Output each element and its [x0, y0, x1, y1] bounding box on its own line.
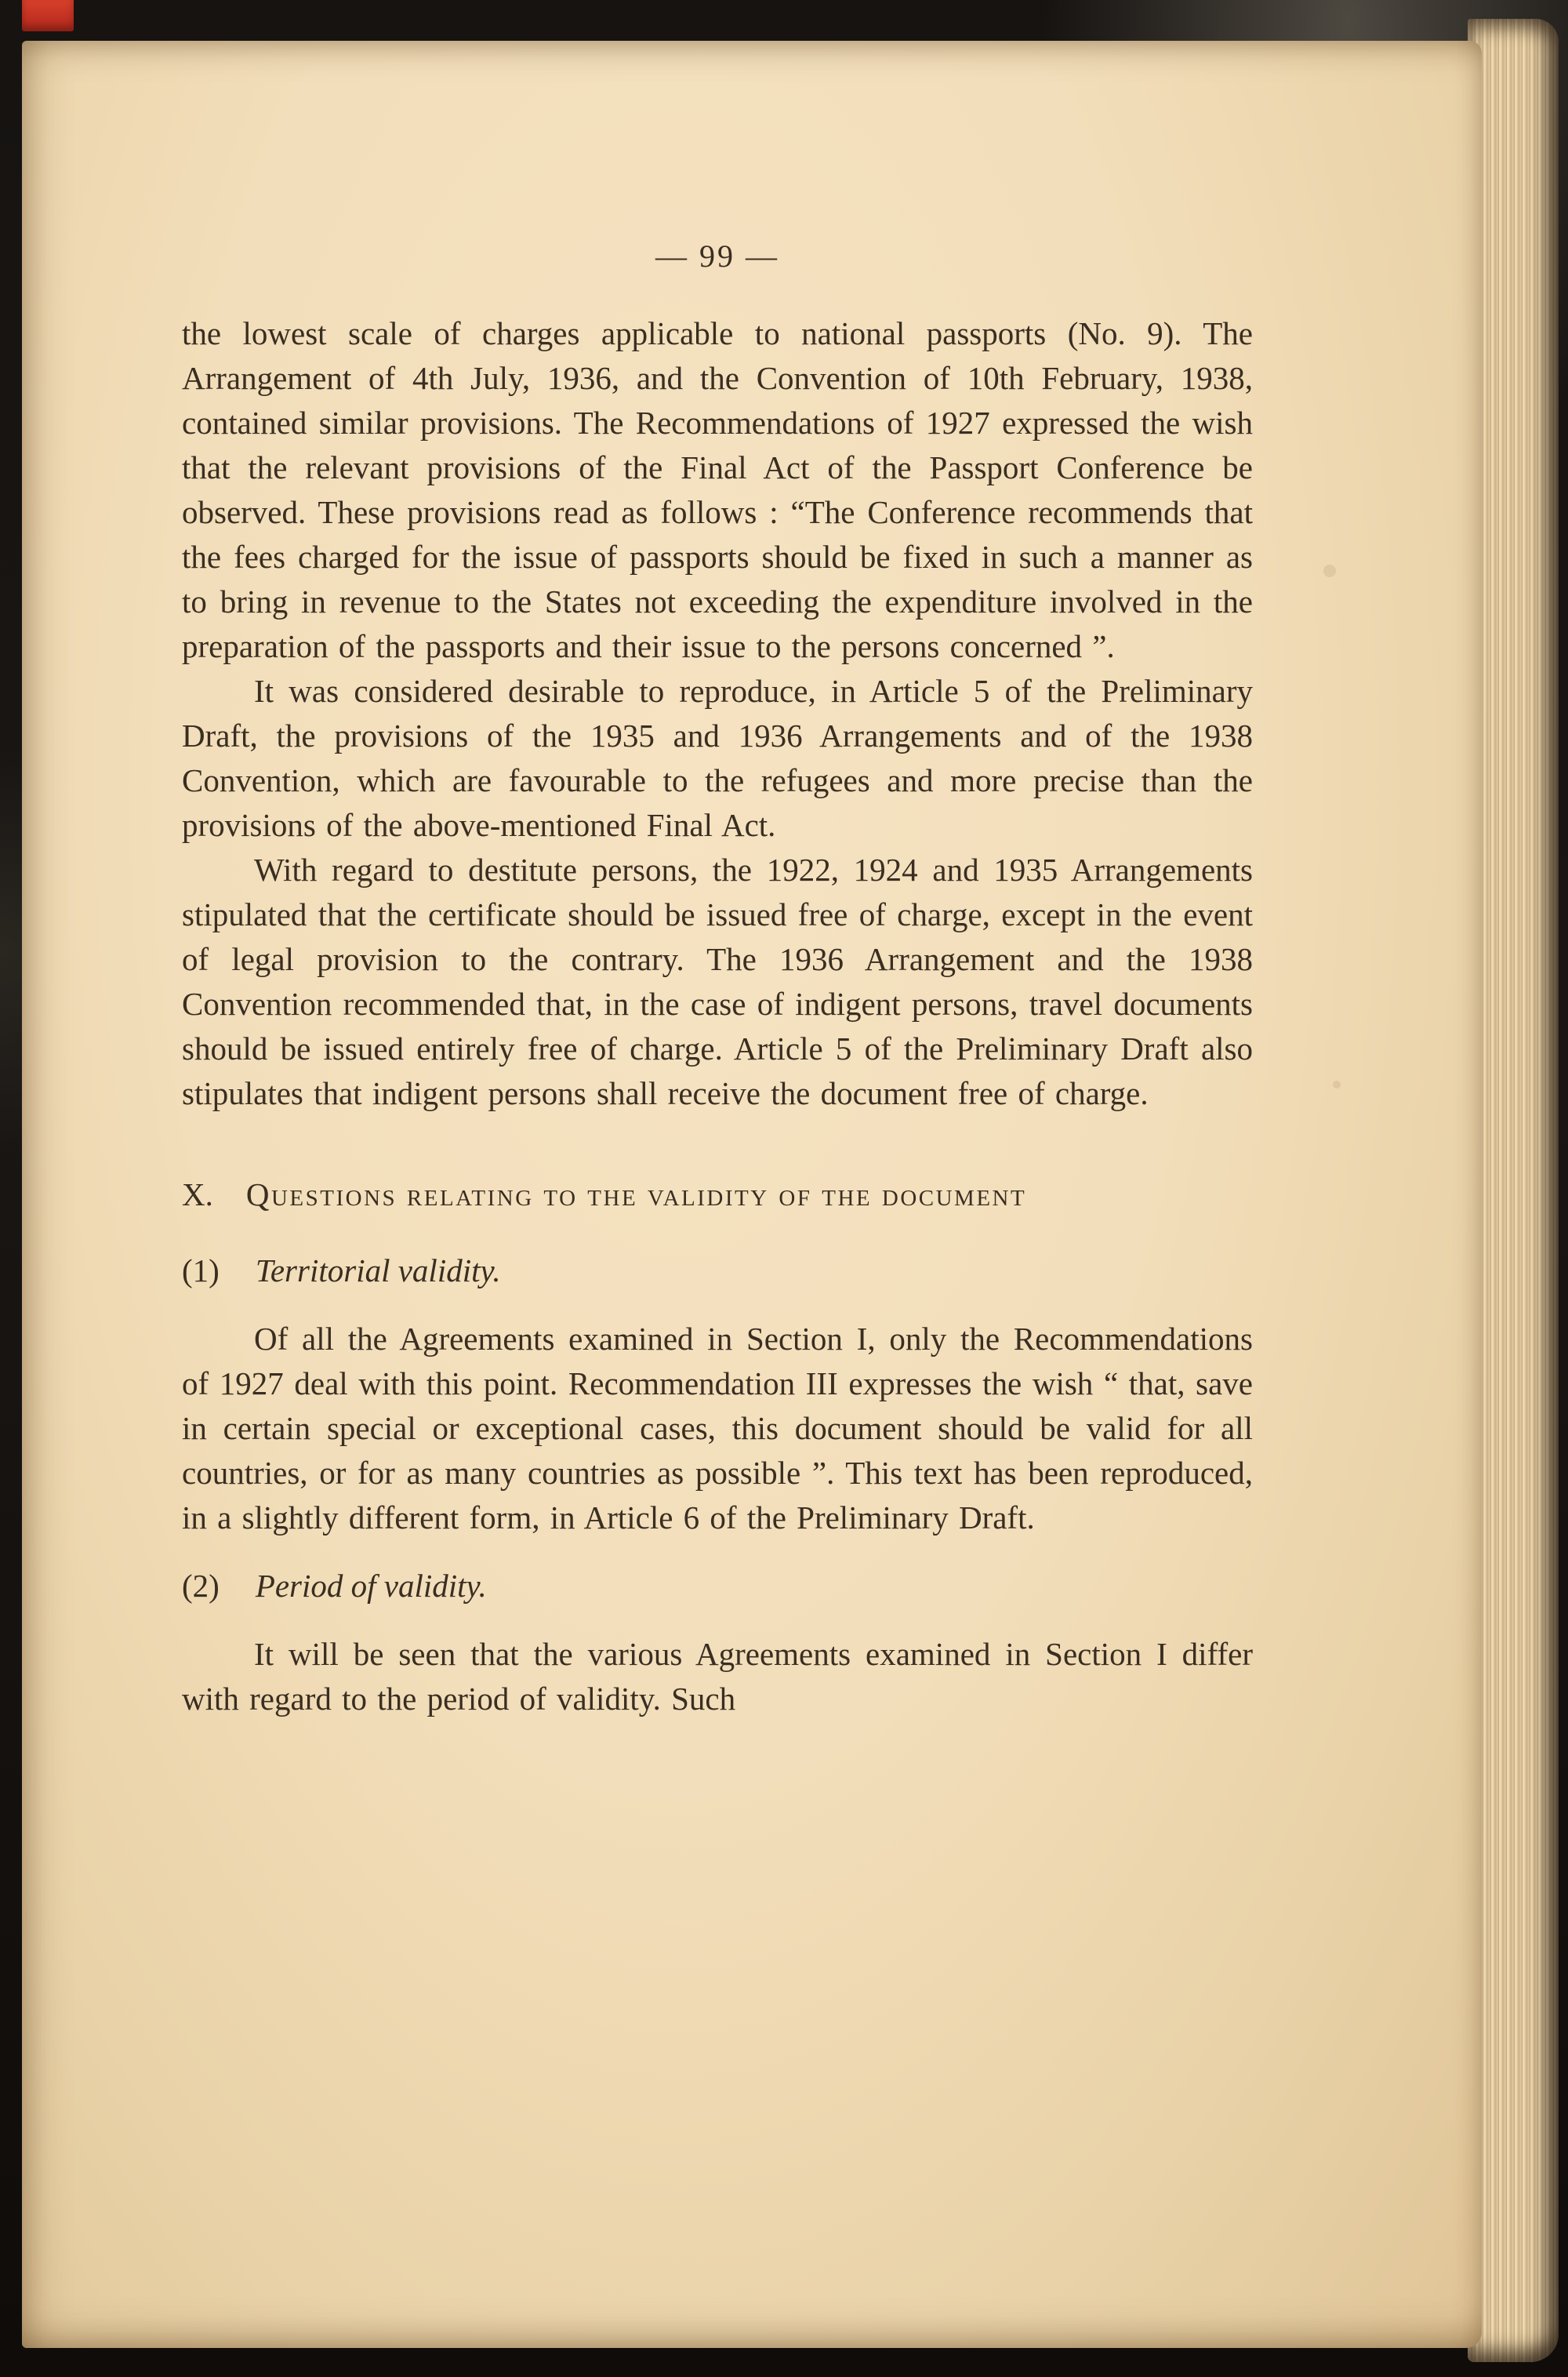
- paragraph: It was considered desirable to reproduce, in Article 5 of the Preliminary Draft, the provisions of the 1935 and 1936 Arrangements and of the 1938 Convention, which are favourable to the refugees and more precise than the provisions of the above-mentioned Final Act.: [182, 673, 1253, 843]
- subsection-marker: (1): [182, 1252, 220, 1288]
- section-heading: [182, 1172, 1253, 1217]
- red-bookmark-tab: [22, 0, 74, 31]
- subsection-title: Period of validity.: [255, 1568, 487, 1604]
- subsection-title: Territorial validity.: [255, 1252, 501, 1288]
- subsection-heading: [182, 1248, 1253, 1293]
- section-marker: X.: [182, 1176, 213, 1212]
- section-title: Questions relating to the validity of the document: [245, 1176, 1027, 1212]
- subsection-marker: (2): [182, 1568, 220, 1604]
- page-text-block: [22, 41, 1482, 2348]
- page-number: — 99 —: [655, 238, 779, 274]
- paragraph: It will be seen that the various Agreements examined in Section I differ with regard to the period of validity. Such: [182, 1636, 1253, 1717]
- subsection-heading: [182, 1564, 1253, 1608]
- paragraph: With regard to destitute persons, the 1922, 1924 and 1935 Arrangements stipulated that the certificate should be issued free of charge, except in the event of legal provision to the contrary. The 1936 Arrangement and the 1938 Convention recommended that, in the case of indigent persons, travel documents should be issued entirely free of charge. Article 5 of the Preliminary Draft also stipulates that indigent persons shall receive the document free of charge.: [182, 852, 1253, 1111]
- paragraph: Of all the Agreements examined in Section I, only the Recommendations of 1927 deal with this point. Recommendation III expresses the wish “ that, save in certain special or exceptional cases, this document should be valid for all countries, or for as many countries as possible ”. This text has been reproduced, in a slightly different form, in Article 6 of the Preliminary Draft.: [182, 1321, 1253, 1536]
- book-page: [22, 41, 1482, 2348]
- paragraph: the lowest scale of charges applicable to national passports (No. 9). The Arrangement of 4th July, 1936, and the Convention of 10th February, 1938, contained similar provisions. The Recommendations of 1927 expressed the wish that the relevant provisions of the Final Act of the Passport Conference be observed. These provisions read as follows : “The Conference recommends that the fees charged for the issue of passports should be fixed in such a manner as to bring in revenue to the States not exceeding the expenditure involved in the preparation of the passports and their issue to the persons concerned ”.: [182, 315, 1253, 664]
